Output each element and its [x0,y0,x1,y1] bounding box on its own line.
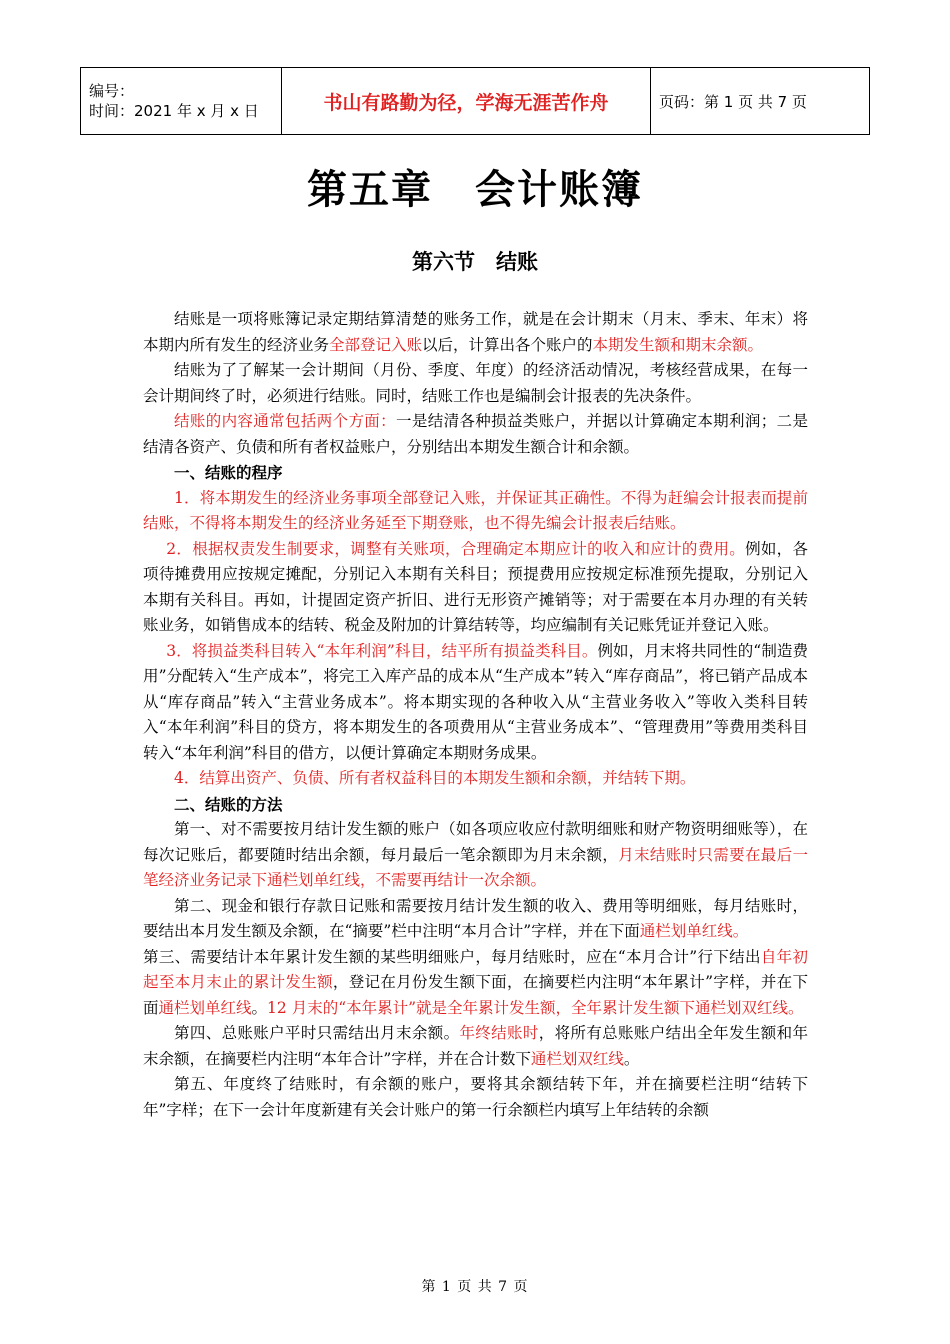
paragraph-intro [143,307,808,358]
method-item-2 [143,894,808,945]
highlight-run: 年终结账时 [459,1024,539,1042]
motto: 书山有路勤为径，学海无涯苦作舟 [282,68,651,135]
procedure-item-4: 4．结算出资产、负债、所有者权益科目的本期发生额和余额，并结转下期。 [174,769,696,787]
text-run: 结账是一项将账簿记录定期结算清楚的账务工作，就是在会计期末（月末、季末、年末）将本期内所有发生的经济业务 [143,310,808,354]
highlight-run: 月末结账时只需要在最后一笔经济业务记录下通栏划单红线，不需要再结计一次余额。 [143,845,808,889]
method-item-5: 第五、年度终了结账时，有余额的账户，要将其余额结转下年，并在摘要栏注明“结转下年”字样；在下一会计年度新建有关会计账户的第一行余额栏内填写上年结转的余额 [143,1075,808,1119]
section-heading-method: 二、结账的方法 [174,794,283,814]
text-run: 例如，月末将共同性的“制造费用”分配转入“生产成本”，将完工入库产品的成本从“生产成本”转入“库存商品”，将已销产品成本从“库存商品”转入“主营业务成本”。将本期实现的各种收入从“主营业务收入”等收入类科目转入“本年利润”科目的贷方，将本期发生的各项费用从“主营业务成本”、“管理费用”等费用类科目转入“本年利润”科目的借方，以便计算确定本期财务成果。 [143,641,808,762]
text-run: 。 [251,998,268,1017]
method-item-3 [143,945,808,1022]
highlight-run: 全部登记入账 [329,335,423,354]
header-meta-cell [81,68,282,135]
text-run: 以后，计算出各个账户的 [422,335,593,354]
highlight-run: 2．根据权责发生制要求，调整有关账项，合理确定本期应计的收入和应计的费用。 [166,539,746,558]
page-info: 页码：第 1 页 共 7 页 [651,68,870,135]
header-table [80,67,870,135]
highlight-run: 通栏划单红线 [158,998,252,1017]
highlight-run: 3．将损益类科目转入“本年利润”科目，结平所有损益类科目。 [166,641,598,660]
paragraph-purpose: 结账为了了解某一会计期间（月份、季度、年度）的经济活动情况，考核经营成果，在每一会计期间终了时，必须进行结账。同时，结账工作也是编制会计报表的先决条件。 [143,361,808,405]
highlight-run: 结账的内容通常包括两个方面： [174,412,397,430]
text-run: 。 [623,1049,640,1068]
highlight-run: 自年初起至本月末止的累计发生额 [143,947,808,991]
text-run: 第二、现金和银行存款日记账和需要按月结计发生额的收入、费用等明细账，每月结账时，要结出本月发生额及余额，在“摘要”栏中注明“本月合计”字样，并在下面 [143,896,808,940]
text-run: 第四、总账账户平时只需结出月末余额。 [174,1024,460,1042]
highlight-run: 通栏划双红线 [530,1049,624,1068]
procedure-item-1: 1．将本期发生的经济业务事项全部登记入账，并保证其正确性。不得为赶编会计报表而提前结账，不得将本期发生的经济业务延至下期登账，也不得先编会计报表后结账。 [143,488,808,532]
text-run: 第三、需要结计本年累计发生额的某些明细账户，每月结账时，应在“本月合计”行下结出 [143,947,761,966]
text-run: ，将所有总账账户结出全年发生额和年末余额，在摘要栏内注明“本年合计”字样，并在合计数下 [143,1024,808,1068]
section-heading-procedure: 一、结账的程序 [174,463,283,482]
page-footer: 第 1 页 共 7 页 [421,1279,529,1295]
highlight-run: 本期发生额和期末余额。 [592,335,764,354]
highlight-run: 通栏划单红线。 [639,922,749,940]
text-run: ，登记在月份发生额下面，在摘要栏内注明“本年累计”字样，并在下面 [143,973,808,1017]
section-title: 第六节 结账 [412,250,538,274]
document-body [143,307,808,1123]
time-label: 时间：2021 年 x 月 x 日 [89,102,259,120]
paragraph-content [143,409,808,460]
procedure-item-2 [143,537,808,639]
text-run: 例如，各项待摊费用应按规定摊配，分别记入本期有关科目；预提费用应按规定标准预先提取，分别记入本期有关科目。再如，计提固定资产折旧、进行无形资产摊销等；对于需要在本月办理的有关转账业务，如销售成本的结转、税金及附加的计算结转等，均应编制有关记账凭证并登记入账。 [143,539,808,634]
text-run: 第一、对不需要按月结计发生额的账户（如各项应收应付款明细账和财产物资明细账等），在每次记账后，都要随时结出余额，每月最后一笔余额即为月末余额， [143,820,808,864]
number-label: 编号： [89,82,135,100]
method-item-1 [143,817,808,894]
procedure-item-3 [143,639,808,767]
chapter-title: 第五章 会计账簿 [307,167,643,213]
text-run: 一是结清各种损益类账户，并据以计算确定本期利润；二是结清各资产、负债和所有者权益账户，分别结出本期发生额合计和余额。 [143,412,808,456]
method-item-4 [143,1021,808,1072]
highlight-run: 12 月末的“本年累计”就是全年累计发生额，全年累计发生额下通栏划双红线。 [267,998,804,1017]
